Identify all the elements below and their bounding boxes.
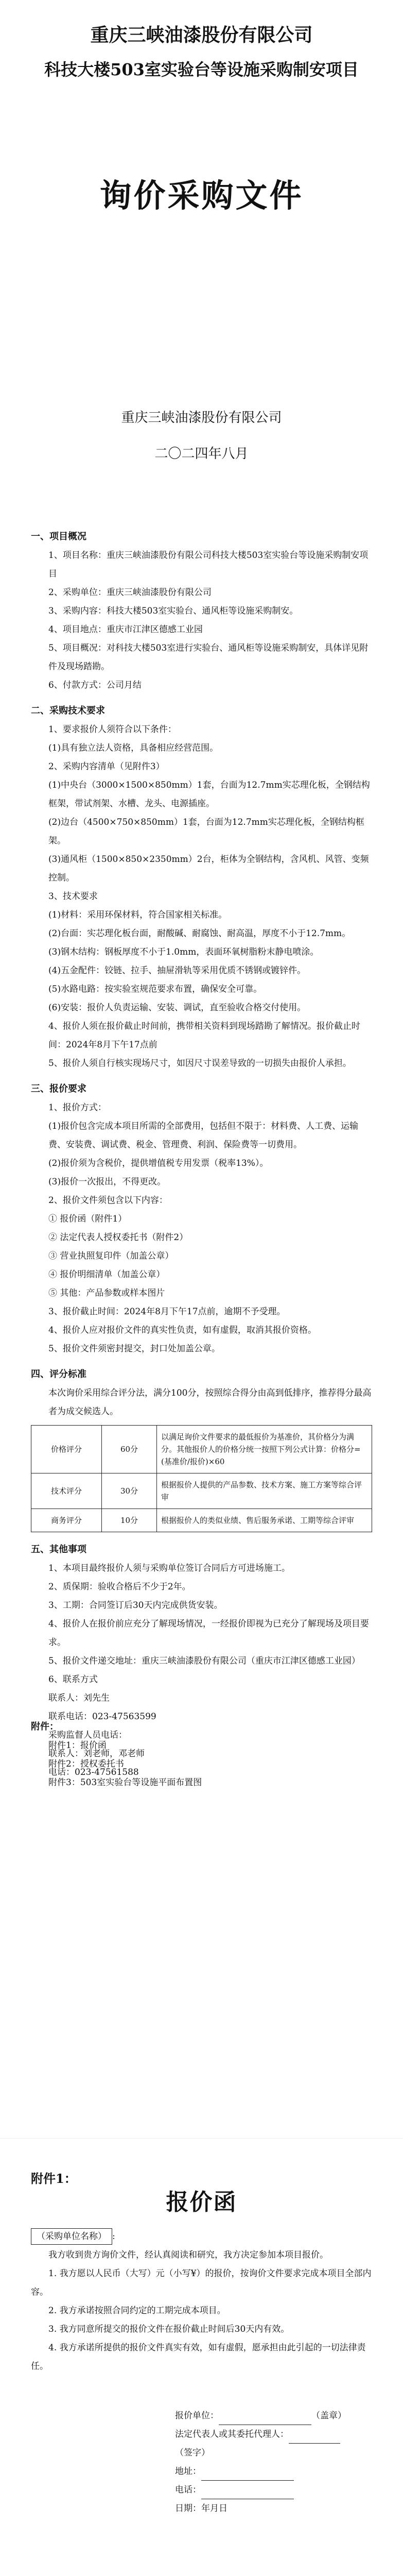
section-line: 3、采购内容：科技大楼503室实验台、通风柜等设施采购制安。 [48,606,299,616]
section-line: 联系电话：023-47563599 [48,1711,156,1722]
section-line: 5、项目概况：对科技大楼503室进行实验台、通风柜等设施采购制安，具体详见附件及现场踏勘。 [48,643,369,672]
annex1-para: 1. 我方愿以人民币（大写）元（小写¥）的报价，按询价文件要求完成本项目全部内容。 [31,2268,372,2297]
section-line: (3)通风柜（1500×850×2350mm）2台，柜体为全钢结构，含风机、风管、变频控制。 [48,854,369,883]
section-line: 1、本项目最终报价人须与采购单位签订合同后方可进场施工。 [48,1563,290,1573]
section-line: ① 报价函（附件1） [48,1214,127,1224]
cover-company: 重庆三峡油漆股份有限公司 [121,410,282,426]
score-row [31,1509,372,1532]
score-row [31,1473,372,1509]
document-title: 询价采购文件 [99,177,304,214]
section-heading: 五、其他事项 [31,1544,86,1555]
annex1-legal-line [289,2431,340,2444]
project-name-heading: 科技大楼503室实验台等设施采购制安项目 [44,60,359,79]
section-line: 1、要求报价人须符合以下条件： [48,724,177,735]
supervisor-contact: 联系人：刘老师，邓老师 [48,1749,145,1759]
section-line: 4、报价人须在报价截止时间前，携带相关资料到现场踏勘了解情况。报价截止时间：2024年8月下午17点前 [48,1021,360,1050]
section-line: 5、报价文件递交地址：重庆三峡油漆股份有限公司（重庆市江津区德感工业园） [48,1656,360,1666]
section-line: 1、报价方式： [48,1103,107,1113]
section-line: 4、报价人应对报价文件的真实性负责，如有虚假，取消其报价资格。 [48,1325,317,1335]
section-line: 3、工期：合同签订后30天内完成供货安装。 [48,1600,223,1611]
section-heading: 四、评分标准 [31,1369,86,1380]
annex1-reporter: 报价单位： [175,2411,219,2421]
document-body [31,520,372,1782]
section-line: (3)报价一次报出，不得更改。 [48,1177,166,1187]
section-line: 3、技术要求 [48,891,98,902]
annex1-label: 附件1： [31,2171,77,2186]
section-line: 联系人：刘先生 [48,1693,110,1703]
attachments-label: 附件： [31,1721,59,1732]
section-line: (6)安装：报价人负责运输、安装、调试，直至验收合格交付使用。 [48,1003,306,1013]
section-line: (1)中央台（3000×1500×850mm）1套，台面为12.7mm实芯理化板，全钢结构框架，带试剂架、水槽、龙头、电源插座。 [48,780,370,809]
score-desc: 根据报价人提供的产品参数、技术方案、施工方案等综合评审 [157,1473,372,1509]
section-line: 3、报价截止时间：2024年8月下午17点前，逾期不予受理。 [48,1307,286,1317]
section-line: (3)钢木结构：钢板厚度不小于1.0mm，表面环氧树脂粉末静电喷涂。 [48,947,319,957]
score-points: 10分 [102,1509,157,1532]
annex1-phone: 电话： [175,2485,201,2495]
section-line: 2、质保期：验收合格后不少于2年。 [48,1582,191,1592]
score-desc: 以满足询价文件要求的最低报价为基准价，其价格分为满分。其他报价人的价格分统一按照下列公式计算：价格分=(基准价/报价)×60 [157,1426,372,1473]
annex1-sign: （签字） [175,2448,210,2458]
section-line: ⑤ 其他：产品参数或样本图片 [48,1288,165,1298]
score-row [31,1426,372,1473]
annex1-para: 2. 我方承诺按照合同约定的工期完成本项目。 [48,2306,226,2316]
section-line: 2、采购单位：重庆三峡油漆股份有限公司 [48,587,212,598]
section-line: (2)边台（4500×750×850mm）1套，台面为12.7mm实芯理化板，全钢结构框架。 [48,817,364,846]
section-heading: 三、报价要求 [31,1083,86,1094]
company-name-heading: 重庆三峡油漆股份有限公司 [90,24,313,46]
score-item: 价格评分 [31,1426,102,1473]
section-line: 2、采购内容清单（见附件3） [48,761,165,772]
section-line: (4)五金配件：铰链、拉手、抽屉滑轨等采用优质不锈钢或镀锌件。 [48,965,306,976]
section-line: 5、报价文件须密封提交，封口处加盖公章。 [48,1344,220,1354]
section-line: 4、报价人在报价前应充分了解现场情况，一经报价即视为已充分了解现场及项目要求。 [48,1619,369,1648]
supervisor-phone: 电话：023-47561588 [48,1767,139,1777]
score-item: 商务评分 [31,1509,102,1532]
cover-date: 二〇二四年八月 [154,446,249,462]
annex1-para: 3. 我方同意所提交的报价文件在报价截止时间后30天内有效。 [48,2324,290,2334]
annex1-body: 附件1： 报价函 （采购单位名称） : 我方收到贵方询价文件，经认真阅读和研究，我方决定参加本项目报价。 1. 我方愿以人民币（大写）元（小写¥）的报价，按询价文件要求完成本项目全部内容。 2. 我方承诺按照合同约定的工期完成本项目。 3. 我方同意所提交的报价文件在报价截止时间后30天内有效。 4. 我方承诺所提供的报价文件真实有效，如有虚假，愿承担由此引起的一切法律责任。 报价单位： （盖章） 法定代表人或其委托代理人：（签字） 地址： 电话： 日期：年月日 [31,2170,372,2518]
section-line: (1)材料：采用环保材料，符合国家相关标准。 [48,910,227,920]
section-heading: 一、项目概况 [31,531,86,542]
section-line: ④ 报价明细清单（加盖公章） [48,1269,165,1280]
section-line: 1、项目名称：重庆三峡油漆股份有限公司科技大楼503室实验台等设施采购制安项目 [48,550,369,579]
attachment-item: 附件1：报价函 [48,1740,107,1751]
annex1-address-line [201,2468,294,2481]
section-line: 4、项目地点：重庆市江津区德感工业园 [48,624,203,635]
score-table [31,1425,372,1532]
annex1-para: 4. 我方承诺所提供的报价文件真实有效，如有虚假，愿承担由此引起的一切法律责任。 [31,2343,366,2371]
supervisor-label: 采购监督人员电话： [48,1730,127,1740]
section-line: 5、报价人须自行核实现场尺寸，如因尺寸误差导致的一切损失由报价人承担。 [48,1058,352,1069]
section-line: 6、联系方式 [48,1674,98,1685]
score-points: 30分 [102,1473,157,1509]
section-line: 本次询价采用综合评分法，满分100分，按照综合得分由高到低排序，推荐得分最高者为成交候选人。 [48,1388,372,1417]
annex1-address: 地址： [175,2466,201,2477]
section-line: (1)具有独立法人资格，具备相应经营范围。 [48,743,219,753]
annex1-seal: （盖章） [311,2411,346,2421]
annex1-page [0,2138,403,2576]
annex1-title: 报价函 [166,2189,237,2215]
section-line: (1)报价包含完成本项目所需的全部费用，包括但不限于：材料费、人工费、运输费、安装费、调试费、税金、管理费、利润、保险费等一切费用。 [48,1121,359,1150]
annex1-reporter-line [219,2412,311,2425]
score-desc: 根据报价人的类似业绩、售后服务承诺、工期等综合评审 [157,1509,372,1532]
annex1-date: 日期：年月日 [175,2503,227,2514]
section-heading: 二、采购技术要求 [31,705,105,716]
score-item: 技术评分 [31,1473,102,1509]
attachment-item: 附件3：503室实验台等设施平面布置图 [48,1777,202,1788]
annex1-legal: 法定代表人或其委托代理人： [175,2429,289,2439]
section-line: (2)报价须为含税价，提供增值税专用发票（税率13%）。 [48,1158,269,1168]
annex1-phone-line [201,2486,294,2499]
section-line: (5)水路电路：按实验室规范要求布置，确保安全可靠。 [48,984,262,994]
annex1-para: 我方收到贵方询价文件，经认真阅读和研究，我方决定参加本项目报价。 [48,2250,328,2260]
section-line: 6、付款方式：公司月结 [48,680,142,690]
attachment-item: 附件2：授权委托书 [48,1759,124,1769]
section-line: (2)台面：实芯理化板台面，耐酸碱、耐腐蚀、耐高温，厚度不小于12.7mm。 [48,928,351,939]
annex1-addressee: （采购单位名称） [31,2228,112,2245]
attachments-section [31,1710,372,1792]
score-points: 60分 [102,1426,157,1473]
section-line: 2、报价文件须包含以下内容： [48,1195,168,1206]
section-line: ② 法定代表人授权委托书（附件2） [48,1232,188,1243]
section-line: ③ 营业执照复印件（加盖公章） [48,1251,174,1261]
